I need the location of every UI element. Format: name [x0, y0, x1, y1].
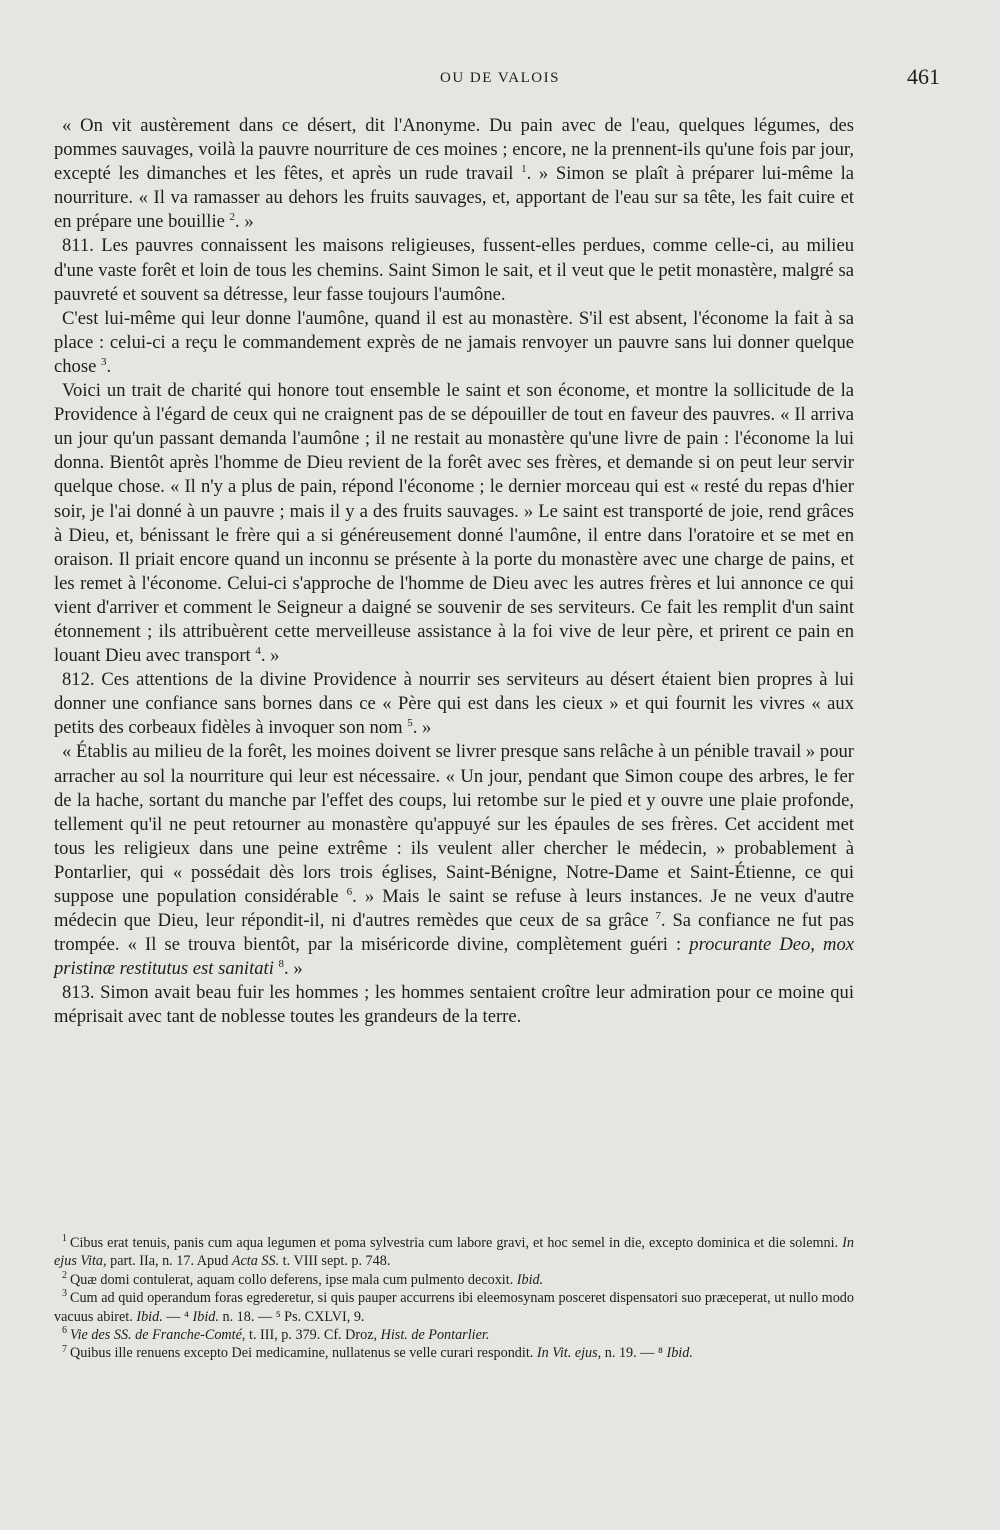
italic-text: procurante Deo, mox pristinæ restitutus est sanitati [54, 934, 854, 980]
footnote-reference: 3 [100, 355, 107, 368]
footnote-reference: 6 [346, 885, 353, 898]
footnote [54, 1344, 854, 1362]
text-run: . » [260, 645, 280, 667]
paragraph [54, 379, 854, 668]
italic-text: Ibid. [516, 1271, 544, 1288]
text-run: , part. IIa, n. 17. Apud [103, 1253, 232, 1270]
text-run: , n. 19. — ⁸ [597, 1345, 667, 1362]
footnote-number: 3 [62, 1288, 67, 1300]
text-run: Cibus erat tenuis, panis cum aqua legumen et poma sylvestria cum labore gravi, et hoc semel in die, excepto dominica et die solemni. [70, 1235, 843, 1251]
italic-text: Ibid. [192, 1308, 219, 1325]
paragraph [54, 114, 854, 234]
footnote-reference: 4 [255, 644, 261, 657]
text-run: 812. Ces attentions de la divine Providence à nourrir ses serviteurs au désert étaient bien propres à lui donner une confiance sans bornes dans ce « Père qui est dans les cieux » et qui fournit les vivres « aux petits des corbeaux fidèles à invoquer son nom [54, 669, 854, 739]
text-run: t. VIII sept. p. 748. [279, 1253, 391, 1270]
text-run: Quæ domi contulerat, aquam collo deferens, ipse mala cum pulmento decoxit. [70, 1271, 517, 1288]
footnote [54, 1326, 854, 1344]
text-run: . [106, 355, 112, 377]
footnote [54, 1271, 854, 1289]
footnote-reference: 7 [655, 909, 661, 922]
footnote-number: 6 [62, 1325, 67, 1337]
footnote-reference: 2 [229, 211, 236, 224]
italic-text: Acta SS. [231, 1253, 280, 1270]
text-run: . » Mais le saint se refuse à leurs instances. Je ne veux d'autre médecin que Dieu, leur répondit-il, ni d'autres remèdes que ceux de sa grâce [54, 886, 855, 932]
text-run: 813. Simon avait beau fuir les hommes ; les hommes sentaient croître leur admiration pour ce moine qui méprisait avec tant de noblesse toutes les grandeurs de la terre. [54, 982, 854, 1028]
text-run: . » [412, 717, 432, 739]
footnote-number: 7 [62, 1343, 67, 1355]
text-run: n. 18. — ⁵ Ps. CXLVI, 9. [218, 1308, 365, 1325]
italic-text: Vie des SS. de Franche-Comté [70, 1327, 242, 1344]
italic-text: In Vit. ejus [536, 1345, 598, 1362]
footnote-number: 2 [62, 1270, 67, 1282]
text-run: . » Simon se plaît à préparer lui-même la nourriture. « Il va ramasser au dehors les fruits sauvages, et, apportant de l'eau sur sa tête, les fait cuire et en prépare une bouillie [54, 163, 854, 233]
paragraph [54, 234, 854, 306]
text-run: « Établis au milieu de la forêt, les moines doivent se livrer presque sans relâche à un pénible travail » pour arracher au sol la nourriture qui leur est nécessaire. « Un jour, pendant que Simon coupe des arbres, le fer de la hache, sortant du manche par l'effet des coups, lui retombe sur le pied et y ouvre une plaie profonde, tellement qu'il ne peut retourner au monastère qu'appuyé sur les épaules de ses frères. Cet accident met tous les religieux dans une peine extrême : ils veulent aller chercher le médecin, » probablement à Pontarlier, qui « possédait dès lors trois églises, Saint-Bénigne, Notre-Dame et Saint-Étienne, ce qui suppose une population considérable [54, 741, 854, 907]
text-run: 811. Les pauvres connaissent les maisons religieuses, fussent-elles perdues, comme celle-ci, au milieu d'une vaste forêt et loin de tous les chemins. Saint Simon le sait, et il veut que le petit monastère, malgré sa pauvreté et souvent sa détresse, leur fasse toujours l'aumône. [54, 235, 854, 305]
paragraph [54, 668, 854, 740]
page-number: 461 [907, 64, 940, 89]
text-run: Cum ad quid operandum foras egrederetur, si quis pauper accurrens ibi eleemosynam posceret dispensatori suo præceperat, ut nullo modo vacuus abiret. [54, 1290, 854, 1325]
text-run: . » [235, 211, 254, 233]
text-run: Quibus ille renuens excepto Dei medicamine, nullatenus se velle curari respondit. [70, 1345, 537, 1362]
text-run: « On vit austèrement dans ce désert, dit l'Anonyme. Du pain avec de l'eau, quelques légumes, des pommes sauvages, voilà la pauvre nourriture de ces moines ; encore, ne la prennent-ils qu'une fois par jour, excepté les dimanches et les fêtes, et après un rude travail [54, 115, 854, 185]
footnote [54, 1234, 854, 1271]
text-run: . Sa confiance ne fut pas trompée. « Il se trouva bientôt, par la miséricorde divine, complètement guéri : [54, 910, 855, 956]
paragraph [54, 740, 854, 981]
text-run: C'est lui-même qui leur donne l'aumône, quand il est au monastère. S'il est absent, l'économe la fait à sa place : celui-ci a reçu le commandement exprès de ne jamais renvoyer un pauvre sans lui donner quelque chose [54, 307, 854, 377]
footnote-reference: 1 [521, 163, 527, 175]
text-run: — ⁴ [162, 1308, 193, 1325]
italic-text: Ibid. [136, 1308, 163, 1325]
page-header [60, 64, 940, 94]
footnote-reference: 5 [407, 717, 413, 730]
body-text [54, 114, 854, 1030]
paragraph [54, 981, 854, 1029]
footnote-reference: 8 [278, 958, 285, 971]
footnote-number: 1 [62, 1233, 67, 1245]
footnotes [54, 1234, 854, 1363]
paragraph [54, 307, 854, 379]
italic-text: Ibid. [666, 1345, 693, 1362]
footnote [54, 1289, 854, 1326]
italic-text: Hist. de Pontarlier. [380, 1327, 490, 1344]
running-title: OU DE VALOIS [440, 70, 560, 86]
italic-text: In ejus Vita [54, 1235, 854, 1270]
text-run: , t. III, p. 379. Cf. Droz, [241, 1327, 381, 1344]
text-run: Voici un trait de charité qui honore tout ensemble le saint et son économe, et montre la sollicitude de la Providence à l'égard de ceux qui ne craignent pas de se dépouiller de tout en faveur des pauvres. « Il arriva un jour qu'un passant demanda l'aumône ; il ne restait au monastère qu'une livre de pain : l'économe la lui donna. Bientôt après l'homme de Dieu revient de la forêt avec ses frères, et demande si on peut leur servir quelque chose. « Il n'y a plus de pain, répond l'économe ; le dernier morceau qui est « resté du repas d'hier soir, je l'ai donné à un pauvre ; mais il y a des fruits sauvages. » Le saint est transporté de joie, rend grâces à Dieu, et, bénissant le frère qui a si généreusement donné l'aumône, il entre dans l'oratoire et se met en oraison. Il priait encore quand un inconnu se présente à la porte du monastère avec une charge de pains, et les remet à l'économe. Celui-ci s'approche de l'homme de Dieu avec les autres frères et lui annonce ce qui vient d'arriver et comment le Seigneur a daigné se souvenir de ses serviteurs. Ce fait les remplit d'un saint étonnement ; ils attribuèrent cette merveilleuse assistance à la foi vive de leur père, et prirent ce pain en louant Dieu avec transport [54, 380, 854, 667]
text-run: . » [284, 958, 303, 980]
